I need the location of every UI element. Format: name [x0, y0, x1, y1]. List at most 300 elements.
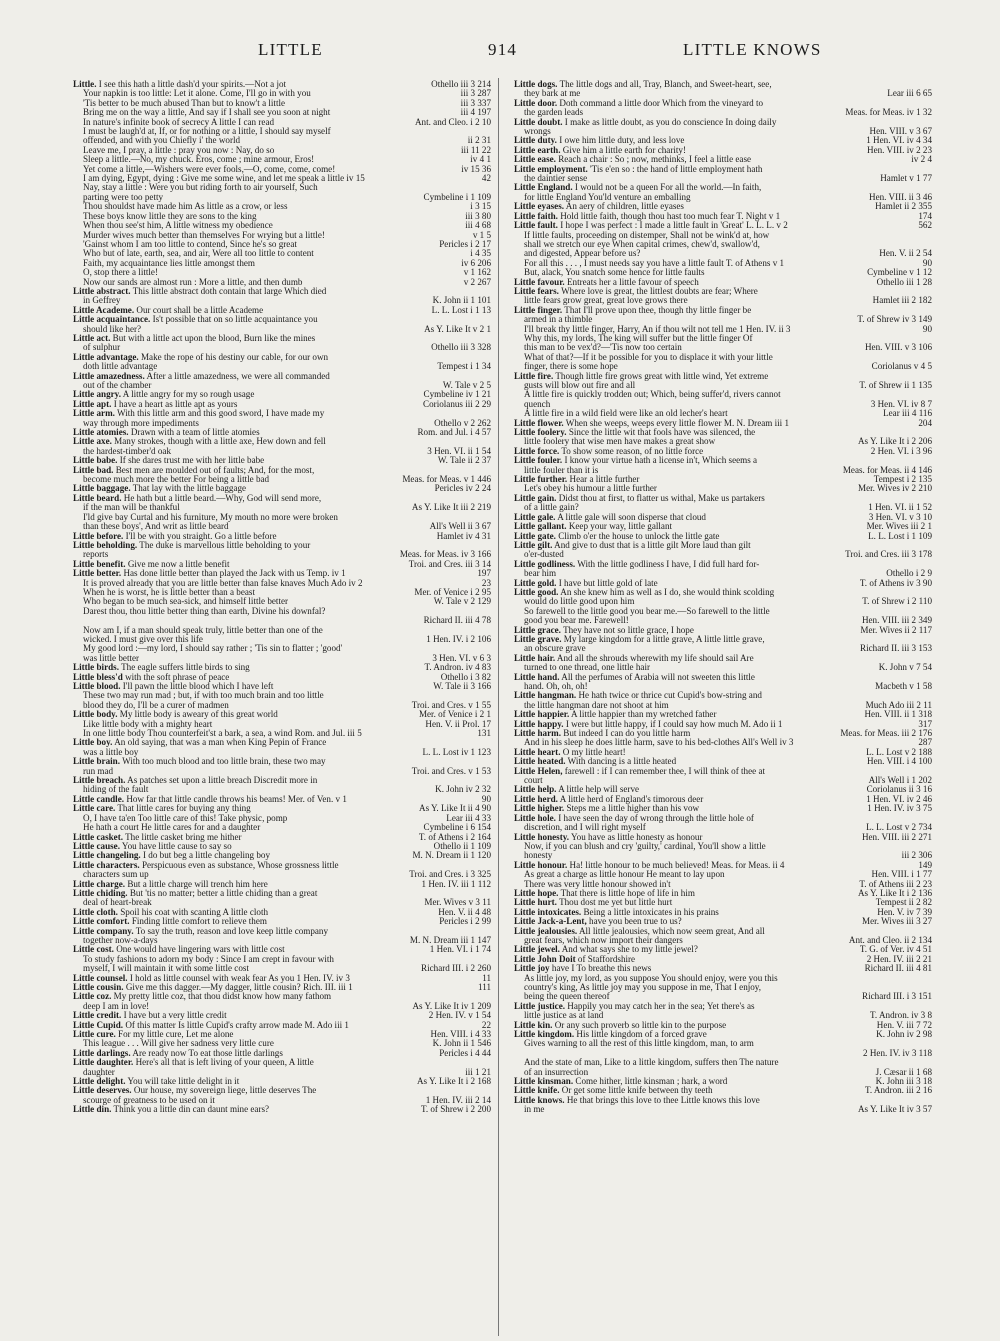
entry-quotation: of Staffordshire	[577, 954, 636, 964]
entry-reference: T. of Athens i 2 164	[416, 833, 491, 842]
entry-quotation: together now-a-days	[83, 935, 158, 945]
entry-quotation: If she dares trust me with her little babe	[119, 456, 265, 466]
entry-headword: Little herd.	[514, 794, 558, 804]
entry-reference: i 3 15	[467, 202, 491, 211]
entry-quotation: Or get some little knife between thy teeth	[561, 1086, 713, 1096]
entry-line	[73, 1011, 491, 1020]
entry-quotation: With this little arm and this good sword, I have made my	[117, 409, 325, 419]
entry-quotation: Finding little comfort to relieve them	[131, 917, 267, 927]
entry-line	[514, 644, 932, 653]
entry-quotation: of sulphur	[83, 343, 121, 353]
entry-reference: As Y. Like It iii 2 219	[409, 503, 491, 512]
entry-headword: Little honour.	[514, 860, 568, 870]
entry-reference: K. John ii 1 546	[430, 1039, 491, 1048]
entry-line	[73, 795, 491, 804]
entry-line	[73, 823, 491, 832]
entry-reference: As Y. Like It ii 4 90	[416, 804, 491, 813]
entry-quotation: His little kingdom of a forced grave	[576, 1030, 707, 1040]
entry-quotation: Many strokes, though with a little axe, Hew down and fell	[114, 437, 326, 447]
entry-line	[73, 353, 491, 362]
entry-quotation: the garden leads	[524, 108, 584, 118]
entry-headword: Little babe.	[73, 456, 118, 466]
entry-reference: As Y. Like It v 2 1	[421, 325, 491, 334]
entry-reference: Hen. VIII. iii 2 349	[859, 616, 932, 625]
entry-reference: Lear iii 4 116	[880, 409, 932, 418]
entry-headword: Little candle.	[73, 794, 125, 804]
entry-line	[514, 729, 932, 738]
entry-reference: M. N. Dream iii 1 147	[407, 936, 491, 945]
entry-quotation: O, stop there a little!	[83, 268, 159, 278]
entry-reference: Hen. V. iv 7 39	[874, 908, 932, 917]
entry-line	[514, 889, 932, 898]
entry-headword: Little angry.	[73, 390, 121, 400]
entry-quotation: They have not so little grace, I hope	[563, 625, 694, 635]
entry-quotation: o'er-dusted	[524, 550, 564, 560]
entry-line	[514, 1086, 932, 1095]
entry-line	[514, 1049, 932, 1058]
entry-quotation: turned to one thread, one little hair	[524, 663, 651, 673]
entry-quotation: in Geffrey	[83, 296, 121, 306]
entry-reference: 1 Hen. IV. iii 2 14	[423, 1096, 491, 1105]
entry-reference: Troi. and Cres. v 1 53	[409, 767, 491, 776]
entry-reference: ii 2 31	[465, 136, 491, 145]
entry-line	[514, 1058, 932, 1067]
entry-quotation: bear him	[524, 569, 557, 579]
entry-quotation: Hold little faith, though thou hast too much fear T. Night v 1	[560, 211, 781, 221]
entry-line	[514, 513, 932, 522]
entry-line	[73, 550, 491, 559]
entry-quotation: I must be laugh'd at, If, or for nothing or a little, I should say myself	[83, 127, 331, 137]
entry-reference: As Y. Like It i 2 136	[855, 889, 932, 898]
entry-quotation: myself, I will maintain it with some little cost	[83, 964, 249, 974]
entry-quotation: An old saying, that was a man when King Pepin of France	[114, 738, 327, 748]
entry-line	[73, 833, 491, 842]
entry-reference: Cymbeline iv 1 21	[421, 390, 491, 399]
entry-reference: Pericles i 2 17	[436, 240, 491, 249]
entry-headword: Little grave.	[514, 634, 562, 644]
entry-line	[73, 372, 491, 381]
entry-line	[73, 202, 491, 211]
entry-line	[73, 1096, 491, 1105]
entry-quotation: Nay, stay a little : Were you but riding forth to air yourself, Such	[83, 183, 318, 193]
entry-quotation: And give to dust that is a little gilt More laud than gilt	[554, 540, 751, 550]
entry-line	[514, 522, 932, 531]
entry-quotation: should like her?	[83, 324, 142, 334]
entry-reference: Hen. VIII. iv 2 23	[864, 146, 932, 155]
entry-quotation: Being a little intoxicates in his prains	[583, 907, 719, 917]
entry-quotation: To study fashions to adorn my body : Since I am crept in favour with	[83, 954, 334, 964]
entry-headword: Little baggage.	[73, 484, 131, 494]
entry-headword: Little hand.	[514, 672, 560, 682]
entry-quotation: I have but a very little credit	[123, 1011, 227, 1021]
entry-quotation: I were but little happy, if I could say how much M. Ado ii 1	[565, 719, 783, 729]
entry-line	[514, 833, 932, 842]
entry-quotation: hand. Oh, oh, oh!	[524, 682, 588, 691]
entry-reference: 3 Hen. VI. v 6 3	[429, 654, 491, 663]
entry-headword: Little gilt.	[514, 540, 553, 550]
entry-quotation: deal of heart-break	[83, 898, 152, 908]
entry-line	[514, 626, 932, 635]
entry-line	[514, 287, 932, 296]
entry-quotation: Perspicuous even as substance, Whose grossness little	[141, 860, 339, 870]
entry-line	[514, 362, 932, 371]
entry-quotation: A little gale will soon disperse that cloud	[557, 512, 706, 522]
entry-quotation: if the man will be thankful	[83, 503, 180, 513]
entry-quotation: Here's all that is left living of your queen, A little	[135, 1058, 314, 1068]
entry-reference: Tempest i 1 34	[434, 362, 491, 371]
entry-reference: iii 2 306	[899, 851, 932, 860]
entry-quotation: That there is little hope of life in him	[560, 888, 695, 898]
entry-quotation: I know your virtue hath a license in't, Which seems a	[564, 456, 758, 466]
entry-headword: Little force.	[514, 446, 560, 456]
entry-reference: 3 Hen. VI. iv 8 7	[868, 400, 932, 409]
entry-quotation: quench	[524, 399, 551, 409]
entry-line	[73, 278, 491, 287]
entry-quotation: These two may run mad ; but, if with too much brain and too little	[83, 691, 324, 701]
entry-line	[73, 89, 491, 98]
entry-quotation: And in his sleep he does little harm, save to his bed-clothes All's Well iv 3	[524, 738, 794, 748]
entry-line	[514, 89, 932, 98]
entry-quotation: After a little amazedness, we were all commanded	[146, 371, 330, 381]
entry-reference: W. Tale ii 2 37	[435, 456, 491, 465]
entry-line	[73, 541, 491, 550]
entry-line	[73, 146, 491, 155]
entry-headword: Little before.	[73, 531, 124, 541]
entry-line	[73, 99, 491, 108]
entry-line	[73, 390, 491, 399]
entry-line	[73, 927, 491, 936]
entry-quotation: I'ld give bay Curtal and his furniture, My mouth no more were broken	[83, 512, 338, 522]
entry-line	[514, 503, 932, 512]
entry-line	[514, 1030, 932, 1039]
entry-reference: 1 Hen. IV. iii 1 112	[419, 880, 491, 889]
entry-line	[514, 400, 932, 409]
entry-quotation: Since the little wit that fools have was silenced, the	[568, 428, 756, 438]
entry-headword: Little fears.	[514, 286, 559, 296]
entry-headword: Little birds.	[73, 663, 119, 673]
entry-line	[73, 343, 491, 352]
entry-line	[514, 466, 932, 475]
entry-line	[514, 663, 932, 672]
entry-line	[73, 814, 491, 823]
entry-reference: 22	[479, 1021, 491, 1030]
entry-line	[73, 616, 491, 625]
entry-line	[514, 945, 932, 954]
entry-reference: W. Tale ii 3 166	[430, 682, 491, 691]
entry-reference: T. of Shrew iv 3 149	[854, 315, 932, 324]
entry-reference: Othello i 2 9	[883, 569, 932, 578]
entry-line	[514, 259, 932, 268]
entry-quotation: farewell : if I can remember thee, I will think of thee at	[564, 766, 766, 776]
entry-headword: Little higher.	[514, 804, 565, 814]
entry-headword: Little foolery.	[514, 428, 567, 438]
entry-reference: Rom. and Jul. i 4 57	[414, 428, 491, 437]
entry-line	[514, 814, 932, 823]
entry-quotation: My pretty little coz, that thou didst know how many fathom	[113, 992, 332, 1002]
entry-quotation: But a little charge will trench him here	[127, 879, 268, 889]
entry-line	[514, 381, 932, 390]
entry-quotation: Climb o'er the house to unlock the little gate	[558, 531, 720, 541]
entry-line	[73, 503, 491, 512]
entry-reference: 23	[479, 579, 491, 588]
entry-line	[514, 484, 932, 493]
entry-reference: Othello ii 1 109	[431, 842, 491, 851]
entry-line	[73, 738, 491, 747]
entry-headword: Little company.	[73, 926, 134, 936]
entry-line	[514, 456, 932, 465]
entry-line	[514, 616, 932, 625]
entry-reference: iii 1 21	[462, 1068, 491, 1077]
entry-reference: Mer. of Venice i 2 1	[416, 710, 491, 719]
entry-line	[514, 268, 932, 277]
entry-line	[514, 334, 932, 343]
entry-reference: 287	[915, 738, 932, 747]
entry-reference: T. of Shrew ii 1 135	[856, 381, 932, 390]
entry-reference: 90	[920, 325, 932, 334]
entry-quotation: As little joy, my lord, as you suppose You should enjoy, were you this	[524, 973, 778, 983]
entry-quotation: have you been true to us?	[589, 917, 682, 927]
entry-reference: T. of Athens iii 2 23	[856, 880, 932, 889]
entry-headword: Little benefit.	[73, 559, 126, 569]
column-divider	[498, 78, 499, 1336]
entry-quotation: Your napkin is too little: Let it alone. Come, I'll go in with you	[83, 89, 311, 99]
entry-reference: Hamlet ii 2 355	[872, 202, 932, 211]
entry-line	[73, 136, 491, 145]
entry-line	[514, 757, 932, 766]
entry-quotation: An she knew him as well as I do, she would think scolding	[560, 587, 775, 597]
entry-quotation: Sleep a little.—No, my chuck. Eros, come ; mine armour, Eros!	[83, 155, 315, 165]
entry-line	[73, 80, 491, 89]
entry-reference: 1 Hen. IV. i 2 106	[423, 635, 491, 644]
entry-quotation: To show some reason, of no little force	[561, 446, 704, 456]
entry-quotation: Doth command a little door Which from the vineyard to	[559, 98, 764, 108]
entry-line	[514, 710, 932, 719]
entry-headword: Little duty.	[514, 136, 557, 146]
entry-quotation: I have but little gold of late	[558, 578, 658, 588]
entry-headword: Little hope.	[514, 888, 559, 898]
entry-reference: T. G. of Ver. iv 4 51	[857, 945, 932, 954]
entry-line	[514, 1021, 932, 1030]
entry-headword: Little hair.	[514, 653, 556, 663]
entry-headword: Little earth.	[514, 145, 561, 155]
entry-line	[514, 720, 932, 729]
entry-line	[514, 99, 932, 108]
entry-line	[73, 174, 491, 183]
entry-headword: Little hangman.	[514, 691, 577, 701]
entry-quotation: characters sum up	[83, 870, 149, 880]
entry-reference: K. John ii 1 101	[430, 296, 491, 305]
entry-headword: Little Jack-a-Lent,	[514, 917, 587, 927]
entry-reference: 1 Hen. VI. ii 1 52	[865, 503, 932, 512]
entry-line	[73, 249, 491, 258]
entry-line	[73, 682, 491, 691]
entry-line	[73, 870, 491, 879]
entry-headword: Little apt.	[73, 399, 112, 409]
entry-quotation: These boys know little they are sons to the king	[83, 211, 257, 221]
entry-quotation: A little fire in a wild field were like an old lecher's heart	[524, 409, 728, 419]
entry-line	[73, 597, 491, 606]
entry-headword: Little harm.	[514, 729, 561, 739]
entry-reference: Troi. and Cres. iii 3 178	[842, 550, 932, 559]
entry-quotation: It is proved already that you are little better than false knaves Much Ado iv 2	[83, 578, 363, 588]
entry-reference: Mer. of Venice i 2 95	[411, 588, 491, 597]
entry-headword: Little gate.	[514, 531, 556, 541]
entry-line	[73, 1105, 491, 1114]
entry-headword: Little door.	[514, 98, 558, 108]
entry-quotation: As great a charge as little honour He meant to lay upon	[524, 870, 725, 880]
entry-reference: T. Andron. iv 4 83	[421, 663, 491, 672]
entry-headword: Little jewel.	[514, 945, 560, 955]
entry-headword: Little finger.	[514, 305, 563, 315]
entry-headword: Little axe.	[73, 437, 112, 447]
entry-reference: As Y. Like It i 2 206	[855, 437, 932, 446]
entry-line	[73, 221, 491, 230]
entry-quotation: So farewell to the little good you bear me.—So farewell to the little	[524, 606, 770, 616]
entry-line	[514, 992, 932, 1001]
entry-reference: T. of Athens iv 3 90	[857, 579, 932, 588]
entry-reference: Mer. Wives iii 3 27	[859, 917, 932, 926]
entry-quotation: When she weeps, weeps every little flower M. N. Dream iii 1	[565, 418, 790, 428]
entry-headword: Little bad.	[73, 465, 114, 475]
entry-headword: Little John Doit	[514, 954, 576, 964]
entry-line	[514, 212, 932, 221]
entry-reference: L. L. Lost i 1 13	[429, 306, 491, 315]
entry-line	[73, 955, 491, 964]
entry-reference: T. Andron. iii 2 16	[862, 1086, 932, 1095]
entry-reference: Macbeth v 1 58	[872, 682, 932, 691]
entry-line	[514, 1105, 932, 1114]
entry-reference: 1 Hen. VI. iv 4 34	[863, 136, 932, 145]
entry-line	[514, 447, 932, 456]
entry-line	[73, 437, 491, 446]
entry-quotation: When thou see'st him, A little witness my obedience	[83, 221, 273, 231]
entry-reference: Hamlet iii 2 182	[870, 296, 932, 305]
entry-reference: 317	[915, 720, 932, 729]
entry-line	[73, 1077, 491, 1086]
entry-line	[514, 249, 932, 258]
entry-reference: iii 4 197	[458, 108, 491, 117]
entry-line	[514, 136, 932, 145]
entry-line	[73, 992, 491, 1001]
entry-line	[73, 212, 491, 221]
left-column	[73, 80, 491, 1115]
page-number: 914	[488, 40, 518, 59]
entry-headword: Little England.	[514, 183, 573, 193]
entry-reference: Hen. V. ii 2 54	[876, 249, 932, 258]
entry-reference: Meas. for Meas. iv 3 166	[397, 550, 491, 559]
entry-line	[73, 560, 491, 569]
entry-headword: Little fire.	[514, 371, 554, 381]
entry-reference: M. N. Dream ii 1 120	[409, 851, 491, 860]
entry-reference: Meas. for Meas. iii 2 176	[837, 729, 932, 738]
entry-quotation: honesty	[524, 851, 553, 861]
entry-quotation: Of this matter Is little Cupid's crafty arrow made M. Ado iii 1	[125, 1020, 349, 1030]
entry-headword: Little gold.	[514, 578, 557, 588]
entry-quotation: The eagle suffers little birds to sing	[121, 663, 250, 673]
entry-quotation: finger, there is some hope	[524, 362, 618, 372]
entry-reference: Meas. for Meas. ii 4 146	[840, 466, 932, 475]
entry-reference: 2 Hen. IV. iii 2 21	[864, 955, 932, 964]
entry-line	[73, 231, 491, 240]
entry-reference: Mer. Wives iii 2 1	[864, 522, 932, 531]
header-right-words: LITTLE KNOWS	[683, 40, 822, 59]
entry-quotation: the daintier sense	[524, 174, 588, 184]
entry-reference: Ant. and Cleo. i 2 10	[412, 118, 491, 127]
entry-reference: 11	[479, 974, 491, 983]
entry-quotation: gusts will blow out fire and all	[524, 381, 636, 390]
entry-line	[73, 1039, 491, 1048]
entry-reference: K. John iv 2 98	[873, 1030, 932, 1039]
entry-headword: Little Academe.	[73, 305, 135, 315]
entry-reference: 3 Hen. VI. v 3 10	[866, 513, 932, 522]
entry-reference: Mer. Wives iv 2 210	[855, 484, 932, 493]
entry-reference: Hen. VIII. i 1 77	[869, 870, 932, 879]
entry-headword: Little amazedness.	[73, 371, 145, 381]
entry-quotation: Has done little better than played the Jack with us Temp. iv 1	[123, 569, 346, 579]
entry-reference: Hamlet iv 4 31	[434, 532, 491, 541]
entry-quotation: But, alack, You snatch some hence for little faults	[524, 268, 705, 278]
entry-headword: Little godliness.	[514, 559, 576, 569]
entry-quotation: little fears grow great, great love grows there	[524, 296, 688, 306]
entry-headword: Little justice.	[514, 1001, 566, 1011]
entry-line	[514, 823, 932, 832]
entry-reference: iv 6 206	[458, 259, 491, 268]
entry-line	[514, 146, 932, 155]
entry-line	[73, 466, 491, 475]
entry-reference: Richard III. i 3 151	[859, 992, 932, 1001]
entry-reference: As Y. Like It iv 1 209	[409, 1002, 491, 1011]
entry-headword: Little blood.	[73, 682, 121, 691]
entry-line	[514, 409, 932, 418]
entry-quotation: great fears, which now import their dangers	[524, 935, 683, 945]
entry-reference: Hen. VIII. i 4 33	[428, 1030, 491, 1039]
entry-reference: 2 Hen. IV. v 1 54	[426, 1011, 491, 1020]
entry-line	[73, 522, 491, 531]
entry-headword: Little.	[73, 80, 97, 89]
entry-quotation: I am dying, Egypt, dying : Give me some wine, and let me speak a little iv 15	[83, 174, 365, 184]
entry-headword: Little cause.	[73, 841, 120, 851]
entry-line	[514, 296, 932, 305]
entry-headword: Little charge.	[73, 879, 126, 889]
entry-line	[73, 400, 491, 409]
entry-quotation: I have seen the day of wrong through the little hole of	[558, 813, 754, 823]
entry-quotation: Thou dost me yet but little hurt	[559, 898, 673, 908]
entry-quotation: they bark at me	[524, 89, 581, 99]
entry-reference: Hen. VIII. v 3 67	[867, 127, 932, 136]
header-left-word: LITTLE	[258, 40, 323, 59]
entry-line	[514, 315, 932, 324]
entry-line	[514, 870, 932, 879]
entry-quotation: That I'll prove upon thee, though thy little finger be	[564, 305, 752, 315]
entry-reference: Cymbeline i 6 154	[421, 823, 491, 832]
entry-quotation: Why this, my lords, The king will suffer but the little finger Of	[524, 333, 753, 343]
entry-quotation: And what says she to my little jewel?	[561, 945, 698, 955]
entry-quotation: Best men are moulded out of faults; And, for the most,	[115, 465, 315, 475]
entry-line	[514, 880, 932, 889]
entry-line	[73, 315, 491, 324]
entry-quotation: Ha! little honour to be much believed! Meas. for Meas. ii 4	[569, 860, 785, 870]
entry-quotation: All the perfumes of Arabia will not sweeten this little	[561, 672, 755, 682]
entry-reference: Ant. and Cleo. ii 2 134	[846, 936, 932, 945]
entry-quotation: parting were too petty	[83, 192, 164, 202]
entry-reference: Lear iii 4 33	[443, 814, 491, 823]
entry-quotation: Gives warning to all the rest of this little kingdom, man, to arm	[524, 1039, 754, 1049]
entry-quotation: was little better	[83, 653, 140, 663]
entry-reference: Othello i 3 82	[438, 673, 491, 682]
page-header	[0, 40, 1000, 70]
entry-line	[73, 898, 491, 907]
entry-quotation: 'Gainst whom I am too little to contend, Since he's so great	[83, 239, 297, 249]
